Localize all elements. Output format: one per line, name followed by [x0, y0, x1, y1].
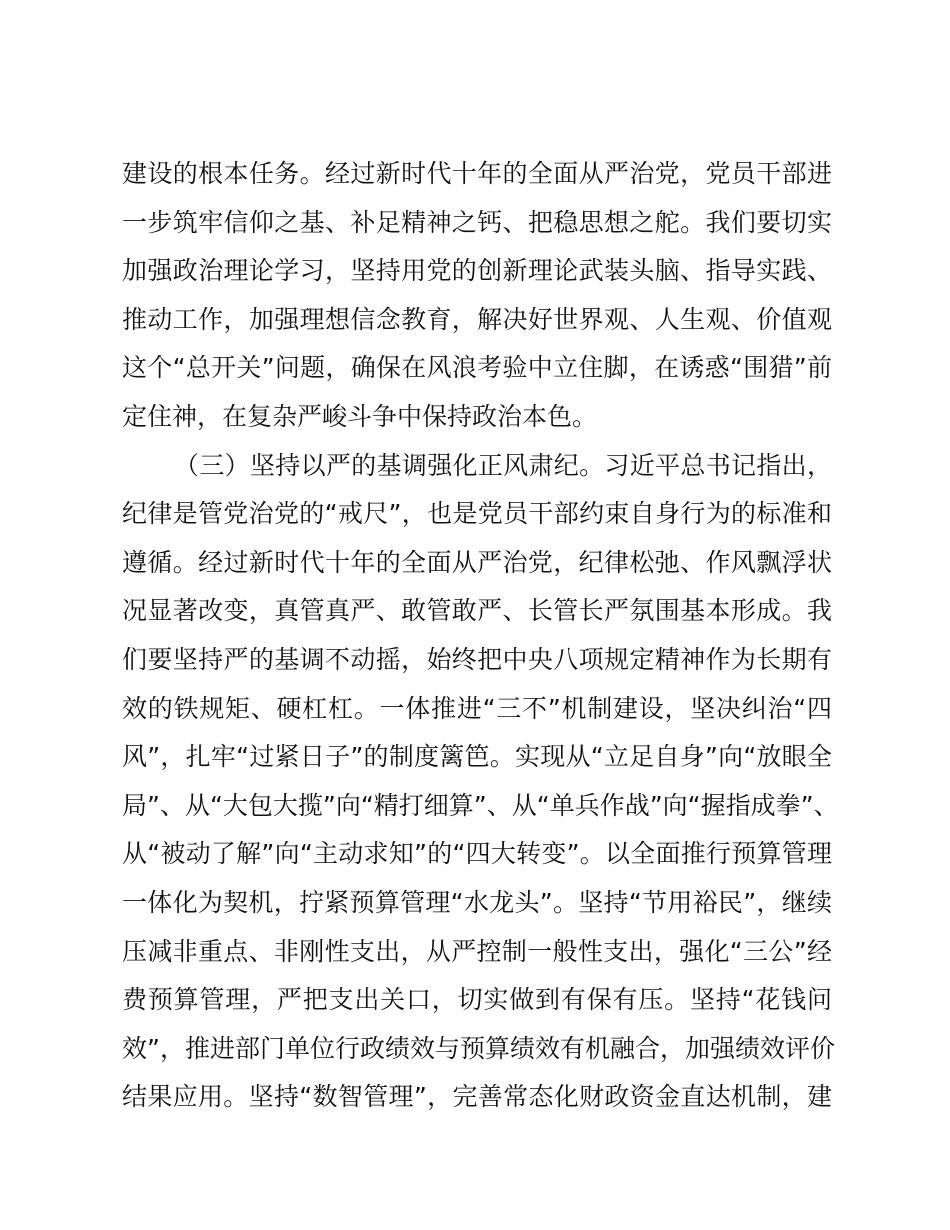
text-line-15: 从“被动了解”向“主动求知”的“四大转变”。以全面推行预算管理: [122, 839, 832, 869]
text-line-18: 费预算管理，严把支出关口，切实做到有保有压。坚持“花钱问: [122, 985, 832, 1015]
text-line-17: 压减非重点、非刚性支出，从严控制一般性支出，强化“三公”经: [122, 936, 832, 966]
text-line-13: 风”，扎牢“过紧日子”的制度篱笆。实现从“立足自身”向“放眼全: [122, 742, 832, 772]
text-line-8: 纪律是管党治党的“戒尺”，也是党员干部约束自身行为的标准和: [122, 499, 832, 529]
text-line-5: 这个“总开关”问题，确保在风浪考验中立住脚，在诱惑“围猎”前: [122, 353, 832, 383]
text-line-11: 们要坚持严的基调不动摇，始终把中央八项规定精神作为长期有: [122, 644, 832, 674]
text-line-4: 推动工作，加强理想信念教育，解决好世界观、人生观、价值观: [122, 304, 832, 334]
text-line-20: 结果应用。坚持“数智管理”，完善常态化财政资金直达机制，建: [122, 1082, 832, 1112]
text-line-9: 遵循。经过新时代十年的全面从严治党，纪律松弛、作风飘浮状: [122, 547, 832, 577]
section-heading-line: （三）坚持以严的基调强化正风肃纪。习近平总书记指出，: [174, 450, 832, 480]
text-line-3: 加强政治理论学习，坚持用党的创新理论武装头脑、指导实践、: [122, 256, 832, 286]
text-line-1: 建设的根本任务。经过新时代十年的全面从严治党，党员干部进: [122, 159, 832, 188]
text-line-6: 定住神，在复杂严峻斗争中保持政治本色。: [122, 401, 598, 431]
text-line-2: 一步筑牢信仰之基、补足精神之钙、把稳思想之舵。我们要切实: [122, 207, 832, 237]
text-line-14: 局”、从“大包大揽”向“精打细算”、从“单兵作战”向“握指成拳”、: [122, 790, 839, 820]
text-line-12: 效的铁规矩、硬杠杠。一体推进“三不”机制建设，坚决纠治“四: [122, 693, 832, 723]
text-line-19: 效”，推进部门单位行政绩效与预算绩效有机融合，加强绩效评价: [122, 1033, 835, 1063]
text-line-16: 一体化为契机，拧紧预算管理“水龙头”。坚持“节用裕民”，继续: [122, 887, 832, 917]
document-body: [122, 150, 839, 1122]
text-line-10: 况显著改变，真管真严、敢管敢严、长管长严氛围基本形成。我: [122, 596, 832, 626]
